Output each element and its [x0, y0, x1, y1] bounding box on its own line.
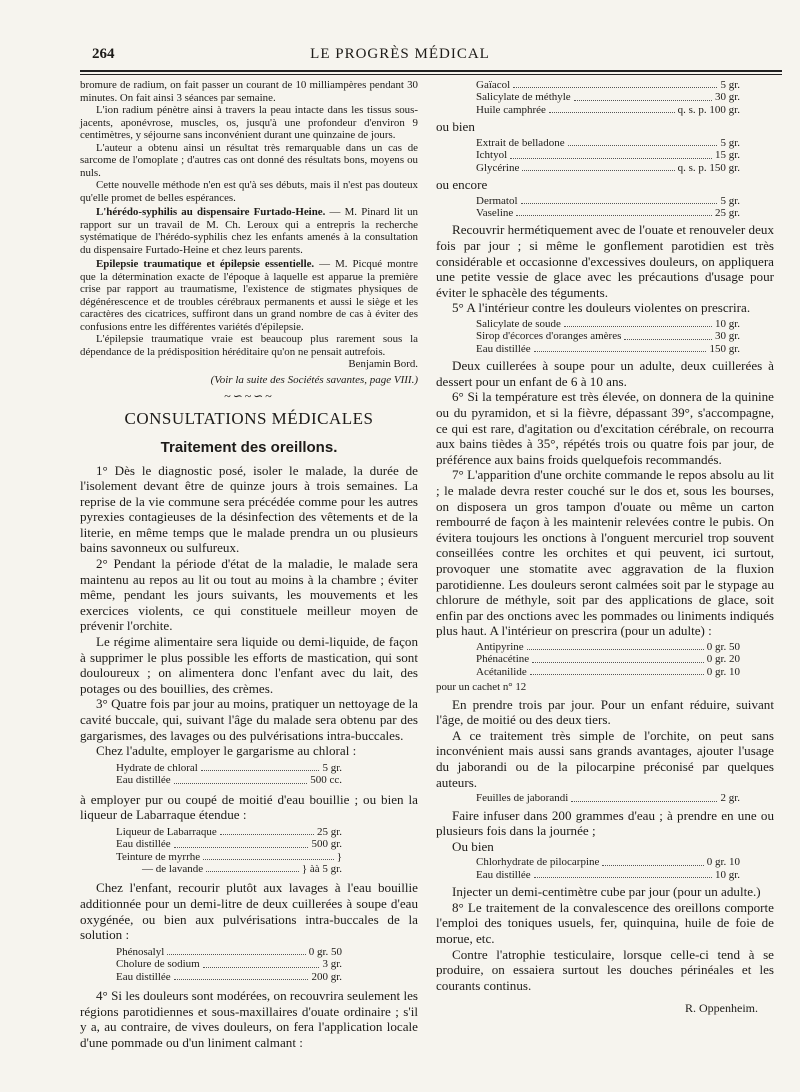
prescription-chloral [116, 762, 342, 787]
paragraph: 5° A l'intérieur contre les douleurs violentes on prescrira. [452, 300, 751, 316]
prescription-labarraque [116, 826, 342, 876]
prescription-line: Cholure de sodium 3 gr. [116, 958, 342, 971]
prescription-belladone [476, 137, 740, 174]
heredo-paragraph: L'hérédo-syphilis au dispensaire Furtado-Heine. — M. Pinard lit un rapport sur un travail de M. Ch. Leroux qui a entrepris la recherche systématique de l'hérédo-syphilis chez les enfants amenés à la consultation du dispensaire Furtado-Heine et chez leurs parents. [80, 206, 419, 256]
paragraph: Faire infuser dans 200 grammes d'eau ; à prendre en une ou plusieurs fois dans la journée ; [436, 807, 774, 839]
ornament-divider: ~∽~∽~ [224, 388, 274, 403]
prescription-line: Phénosalyl 0 gr. 50 [116, 945, 342, 958]
section-title: CONSULTATIONS MÉDICALES [124, 408, 374, 428]
left-column [80, 79, 418, 1050]
prescription-line: Teinture de myrrhe } [116, 850, 342, 863]
prescription-line: Antipyrine 0 gr. 50 [476, 640, 740, 653]
heredo-title: L'hérédo-syphilis au dispensaire Furtado-Heine. [96, 206, 326, 218]
paragraph: Chez l'enfant, recourir plutôt aux lavages à l'eau bouillie additionnée pour un demi-litre de deux cuillerées à soupe d'eau oxygénée, ou bien aux pulvérisations intra-buccales de la solution : [80, 880, 418, 943]
prescription-line: Ichtyol 15 gr. [476, 149, 740, 162]
prescription-antipyrine [476, 641, 740, 678]
epilepsie-paragraph: Epilepsie traumatique et épilepsie essentielle. — M. Picqué montre que la détermination exacte de l'époque à laquelle est apparue la première crise par rapport au traumatisme, l'existence de stigmates physiques de dégénérescence et de troubles cérébraux permanents et aussi le siège et les caractères des cicatrices, suffiront dans un grand nombre de cas à éviter des confusions entre les différentes variétés d'épilepsie. [80, 258, 418, 333]
paragraph: 1° Dès le diagnostic posé, isoler le malade, la durée de l'isolement devant être de quinze jours à trois semaines. La reprise de la vie commune sera précédée comme pour les autres pyrexies contagieuses de la désinfection des vêtements et de la literie, en même temps que le malade prendra un ou plusieurs bains savonneux ou sulfureux. [80, 462, 418, 556]
paragraph: 7° L'apparition d'une orchite commande le repos absolu au lit ; le malade devra rester couché sur le dos et, sous les bourses, on disposera un gros tampon d'ouate ou même un carton rembourré de façon à les maintenir relevées contre le pubis. On évitera toujours les onctions à l'onguent mercuriel trop souvent conseillées contre les orchites et qui peuvent, ici surtout, provoquer une stomatite avec aggravation de la fluxion parotidienne. Les douleurs seront calmées soit par le stypage au chlorure de méthyle, soit par des applications de glace, soit enfin par des onctions avec les pommades ou liniments indiqués plus haut. A l'intérieur on prescrira (pour un adulte) : [436, 467, 774, 639]
prescription-line: Eau distillée 200 gr. [116, 970, 342, 983]
prescription-line: Liqueur de Labarraque 25 gr. [116, 825, 342, 838]
intro-paragraph: bromure de radium, on fait passer un courant de 10 milliampères pendant 30 minutes. On fait ainsi 3 séances par semaine. [80, 79, 418, 104]
article-title: Traitement des oreillons. [160, 438, 338, 456]
journal-title: LE PROGRÈS MÉDICAL [310, 46, 490, 62]
paragraph: Deux cuillerées à soupe pour un adulte, deux cuillerées à dessert pour un enfant de 6 à 10 ans. [436, 358, 774, 389]
page-header [0, 0, 800, 80]
article-signature: R. Oppenheim. [685, 1001, 758, 1016]
prescription-phenosalyl [116, 946, 342, 983]
continuation-reference: (Voir la suite des Sociétés savantes, page VIII.) [210, 373, 418, 386]
prescription-line: Eau distillée 500 cc. [116, 774, 342, 787]
connector-text: ou encore [436, 177, 488, 193]
author-signature: Benjamin Bord. [348, 358, 418, 370]
epilepsie-paragraph-2: L'épilepsie traumatique vraie est beaucoup plus rarement sous la dépendance de la prédisposition héréditaire qu'on ne pensait autrefois. [80, 333, 418, 358]
prescription-jaborandi [476, 792, 740, 804]
prescription-dermatol [476, 195, 740, 220]
connector-text: Ou bien [452, 838, 494, 854]
prescription-line: Chlorhydrate de pilocarpine 0 gr. 10 [476, 856, 740, 869]
prescription-line: Huile camphrée q. s. p. 100 gr. [476, 103, 740, 116]
paragraph: à employer pur ou coupé de moitié d'eau bouillie ; ou bien la liqueur de Labarraque étendue : [80, 791, 418, 823]
prescription-line: Salicylate de méthyle 30 gr. [476, 91, 740, 104]
epilepsie-title: Epilepsie traumatique et épilepsie essentielle. [96, 258, 315, 270]
paragraph: 2° Pendant la période d'état de la maladie, le malade sera maintenu au repos au lit ou tout au moins à la chambre ; éviter même, pendant les jours suivants, les mouvements et les exercices violents, ce qui constituele meilleur moyen de prévenir l'orchite. [80, 556, 418, 634]
prescription-line: Eau distillée 150 gr. [476, 342, 740, 355]
intro-paragraph: L'ion radium pénètre ainsi à travers la peau intacte dans les tissus sous-jacents, aponévrose, muscles, os, jusqu'à une profondeur d'environ 9 centimètres, y séjourne sans inconvénient durant une quinzaine de jours. [80, 104, 418, 141]
prescription-line: — de lavande } àà 5 gr. [142, 863, 342, 875]
paragraph: 6° Si la température est très élevée, on donnera de la quinine ou du pyramidon, et si la fièvre, dépassant 39°, s'accompagne, ce qui est rare, d'agitation ou d'excitation cérébrale, on recourra aux bains tièdes à 35°, répétés trois ou quatre fois par jour, de préférence aux bains froids quelquefois recommandés. [436, 389, 774, 467]
prescription-line: Gaïacol 5 gr. [476, 79, 740, 91]
header-rule [80, 70, 782, 72]
paragraph: Contre l'atrophie testiculaire, lorsque celle-ci tend à se produire, on essaiera surtout les douches périnéales et les courants continus. [436, 946, 774, 993]
prescription-line: Eau distillée 10 gr. [476, 868, 740, 881]
paragraph: 4° Si les douleurs sont modérées, on recouvrira seulement les régions parotidiennes et sous-maxillaires d'ouate ordinaire ; s'il y a, au contraire, de vives douleurs, on fera l'application locale d'une pommade ou d'un liniment calmant : [80, 988, 418, 1050]
prescription-pilocarpine [476, 856, 740, 881]
prescription-line: Eau distillée 500 gr. [116, 838, 342, 851]
header-rule-thin [80, 74, 782, 75]
intro-paragraph: Cette nouvelle méthode n'en est qu'à ses débuts, mais il n'est pas douteux qu'elle promet de belles espérances. [80, 179, 418, 204]
prescription-line: Sirop d'écorces d'oranges amères 30 gr. [476, 330, 740, 343]
paragraph: 8° Le traitement de la convalescence des oreillons comporte l'emploi des toniques usuels, fer, quinquina, huile de foie de morue, etc. [436, 899, 774, 946]
prescription-line: Glycérine q. s. p. 150 gr. [476, 161, 740, 174]
paragraph: En prendre trois par jour. Pour un enfant réduire, suivant l'âge, de moitié ou des deux tiers. [436, 696, 774, 728]
paragraph: Recouvrir hermétiquement avec de l'ouate et renouveler deux fois par jour ; si même le gonflement parotidien est très considérable et occasionne d'excessives douleurs, on appliquera une petite vessie de glace avec les précautions d'usage pour éviter le sphacèle des téguments. [436, 222, 774, 300]
intro-paragraph: L'auteur a obtenu ainsi un résultat très remarquable dans un cas de sarcome de l'omoplate ; d'autres cas ont donné des résultats bons, moyens ou nuls. [80, 141, 418, 179]
prescription-line: Salicylate de soude 10 gr. [476, 318, 740, 330]
prescription-line: Feuilles de jaborandi 2 gr. [476, 792, 740, 805]
paragraph: A ce traitement très simple de l'orchite, on peut sans inconvénient mais aussi sans grands avantages, ajouter l'usage du jaborandi ou de la pilocarpine préconisé par quelques auteurs. [436, 727, 774, 790]
prescription-line: Hydrate de chloral 5 gr. [116, 761, 342, 774]
paragraph: Le régime alimentaire sera liquide ou demi-liquide, de façon à supprimer le plus possible les efforts de mastication, qui sont douloureux ; on alimentera donc l'enfant avec du lait, des potages ou des bouillies, des crèmes. [80, 634, 418, 696]
prescription-line: Dermatol 5 gr. [476, 194, 740, 207]
right-column [436, 79, 774, 1016]
connector-text: ou bien [436, 119, 475, 135]
prescription-line: Acétanilide 0 gr. 10 [476, 665, 740, 678]
prescription-salicylate [476, 318, 740, 355]
prescription-line: Vaseline 25 gr. [476, 207, 740, 220]
paragraph: 3° Quatre fois par jour au moins, pratiquer un nettoyage de la cavité buccale, qui, suivant l'âge du malade sera obtenu par des gargarismes, des lavages ou des pulvérisations intra-buccales. [80, 696, 418, 743]
prescription-gaiacol [476, 79, 740, 116]
page-number: 264 [92, 46, 115, 62]
cachet-note: pour un cachet n° 12 [436, 681, 527, 694]
paragraph: Injecter un demi-centimètre cube par jour (pour un adulte.) [452, 884, 761, 900]
prescription-line: Extrait de belladone 5 gr. [476, 136, 740, 149]
paragraph: Chez l'adulte, employer le gargarisme au chloral : [96, 743, 357, 759]
prescription-line: Phénacétine 0 gr. 20 [476, 653, 740, 666]
